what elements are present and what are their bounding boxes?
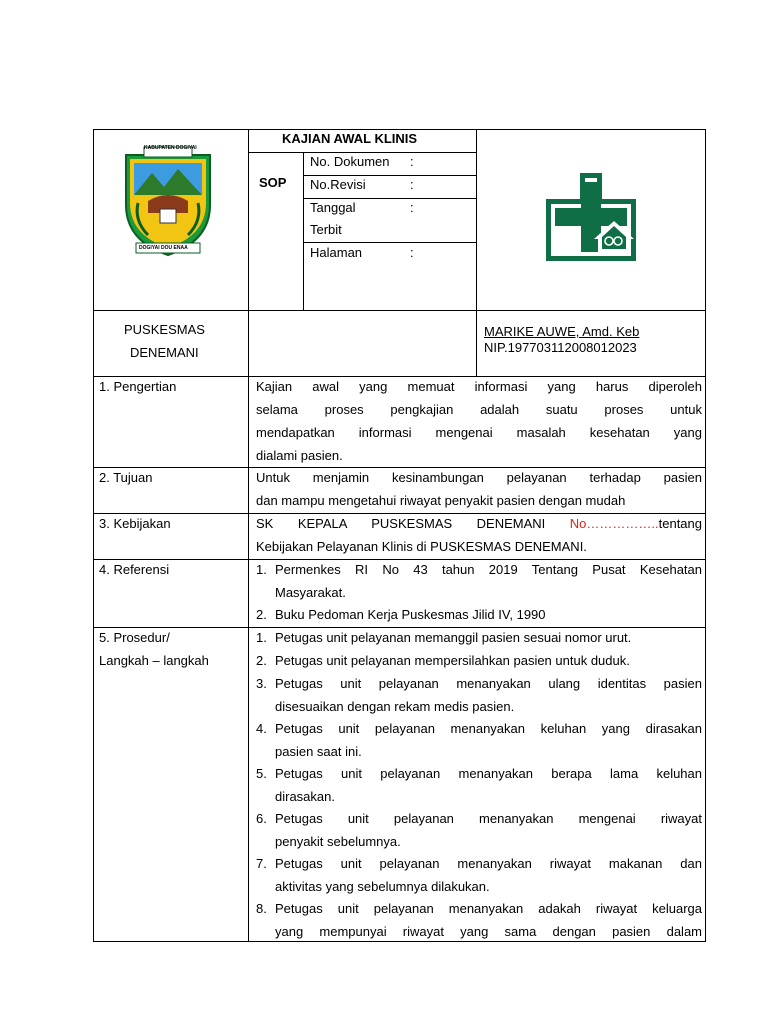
document-title: KAJIAN AWAL KLINIS bbox=[282, 131, 418, 146]
step-line: disesuaikan dengan rekam medis pasien. bbox=[275, 699, 515, 714]
step-line: Petugas unit pelayanan menanyakan keluhan yang dirasakan bbox=[275, 721, 702, 736]
step-item bbox=[275, 852, 702, 898]
step-line: Petugas unit pelayanan menanyakan riwayat makanan dan bbox=[275, 856, 702, 871]
step-line: penyakit sebelumnya. bbox=[275, 834, 401, 849]
step-item bbox=[275, 649, 702, 672]
table-border-left bbox=[93, 129, 94, 942]
step-line: Petugas unit pelayanan memanggil pasien sesuai nomor urut. bbox=[275, 630, 632, 645]
pengertian-line: mendapatkan informasi mengenai masalah kesehatan yang bbox=[256, 425, 702, 440]
step-line: Petugas unit pelayanan menanyakan ulang identitas pasien bbox=[275, 676, 702, 691]
field-no-dokumen-sep: : bbox=[410, 154, 414, 169]
field-halaman-sep: : bbox=[410, 245, 414, 260]
pengertian-line: selama proses pengkajian adalah suatu proses untuk bbox=[256, 402, 702, 417]
referensi-num: 1. bbox=[256, 562, 267, 577]
step-num: 1. bbox=[256, 630, 267, 645]
step-line: Petugas unit pelayanan menanyakan adakah riwayat keluarga bbox=[275, 901, 702, 916]
signer-nip: NIP.197703112008012023 bbox=[484, 340, 637, 355]
referensi-item bbox=[275, 603, 702, 626]
step-num: 3. bbox=[256, 676, 267, 691]
header-bottom bbox=[93, 310, 706, 311]
org-name-line1: PUSKESMAS bbox=[124, 322, 205, 337]
label-referensi: 4. Referensi bbox=[99, 562, 170, 577]
kebijakan-prefix: SK KEPALA PUSKESMAS DENEMANI bbox=[256, 516, 570, 531]
step-num: 2. bbox=[256, 653, 267, 668]
step-line: Petugas unit pelayanan mempersilahkan pasien untuk duduk. bbox=[275, 653, 630, 668]
pengertian-line: Kajian awal yang memuat informasi yang harus diperoleh bbox=[256, 379, 702, 394]
header-divider-right bbox=[476, 129, 477, 376]
step-num: 4. bbox=[256, 721, 267, 736]
pengertian-line: dialami pasien. bbox=[256, 448, 343, 463]
field-no-revisi: No.Revisi bbox=[310, 177, 366, 192]
field-tanggal-sep: : bbox=[410, 200, 414, 215]
step-item bbox=[275, 807, 702, 853]
field-no-dokumen: No. Dokumen bbox=[310, 154, 390, 169]
referensi-item bbox=[275, 558, 702, 604]
step-num: 8. bbox=[256, 901, 267, 916]
text-tujuan bbox=[256, 466, 702, 512]
table-border-right bbox=[705, 129, 706, 942]
referensi-line: Permenkes RI No 43 tahun 2019 Tentang Pusat Kesehatan bbox=[275, 562, 702, 577]
step-line: dirasakan. bbox=[275, 789, 335, 804]
tujuan-line: Untuk menjamin kesinambungan pelayanan terhadap pasien bbox=[256, 470, 702, 485]
step-line: aktivitas yang sebelumnya dilakukan. bbox=[275, 879, 490, 894]
label-prosedur: 5. Prosedur/ bbox=[99, 630, 170, 645]
referensi-line: Buku Pedoman Kerja Puskesmas Jilid IV, 1990 bbox=[275, 607, 546, 622]
label-kebijakan: 3. Kebijakan bbox=[99, 516, 171, 531]
field-tanggal-terbit: Terbit bbox=[310, 222, 342, 237]
label-tujuan: 2. Tujuan bbox=[99, 470, 153, 485]
step-item bbox=[275, 717, 702, 763]
text-pengertian bbox=[256, 375, 702, 467]
step-line: Petugas unit pelayanan menanyakan berapa lama keluhan bbox=[275, 766, 702, 781]
step-num: 7. bbox=[256, 856, 267, 871]
step-num: 5. bbox=[256, 766, 267, 781]
kebijakan-suffix: tentang bbox=[658, 516, 702, 531]
signer-name: MARIKE AUWE, Amd. Keb bbox=[484, 324, 640, 339]
field-tanggal: Tanggal bbox=[310, 200, 356, 215]
step-line: pasien saat ini. bbox=[275, 744, 362, 759]
field-no-revisi-sep: : bbox=[410, 177, 414, 192]
crest-top-text: KABUPATEN DOGIYAI bbox=[144, 145, 197, 151]
field-halaman: Halaman bbox=[310, 245, 363, 260]
kebijakan-line2: Kebijakan Pelayanan Klinis di PUSKESMAS DENEMANI. bbox=[256, 539, 587, 554]
kebijakan-number-placeholder: No…………….. bbox=[569, 516, 659, 531]
table-border-bottom bbox=[93, 941, 706, 942]
text-kebijakan bbox=[256, 512, 702, 558]
puskesmas-cross-logo-icon bbox=[542, 169, 640, 265]
step-item bbox=[275, 626, 702, 649]
sop-label: SOP bbox=[259, 175, 287, 190]
label-pengertian: 1. Pengertian bbox=[99, 379, 177, 394]
kebijakan-line1 bbox=[256, 512, 702, 535]
tujuan-line: dan mampu mengetahui riwayat penyakit pasien dengan mudah bbox=[256, 493, 626, 508]
table-column-divider bbox=[248, 129, 249, 942]
label-langkah: Langkah – langkah bbox=[99, 653, 209, 668]
org-name-line2: DENEMANI bbox=[130, 345, 199, 360]
referensi-line: Masyarakat. bbox=[275, 585, 346, 600]
step-line: yang mempunyai riwayat yang sama dengan pasien dalam bbox=[275, 924, 702, 939]
step-item bbox=[275, 672, 702, 718]
step-item bbox=[275, 897, 702, 941]
step-num: 6. bbox=[256, 811, 267, 826]
crest-bottom-text: DOGIYAI DOU ENAA bbox=[139, 245, 188, 251]
step-line: Petugas unit pelayanan menanyakan mengenai riwayat bbox=[275, 811, 702, 826]
step-item bbox=[275, 762, 702, 808]
referensi-num: 2. bbox=[256, 607, 267, 622]
